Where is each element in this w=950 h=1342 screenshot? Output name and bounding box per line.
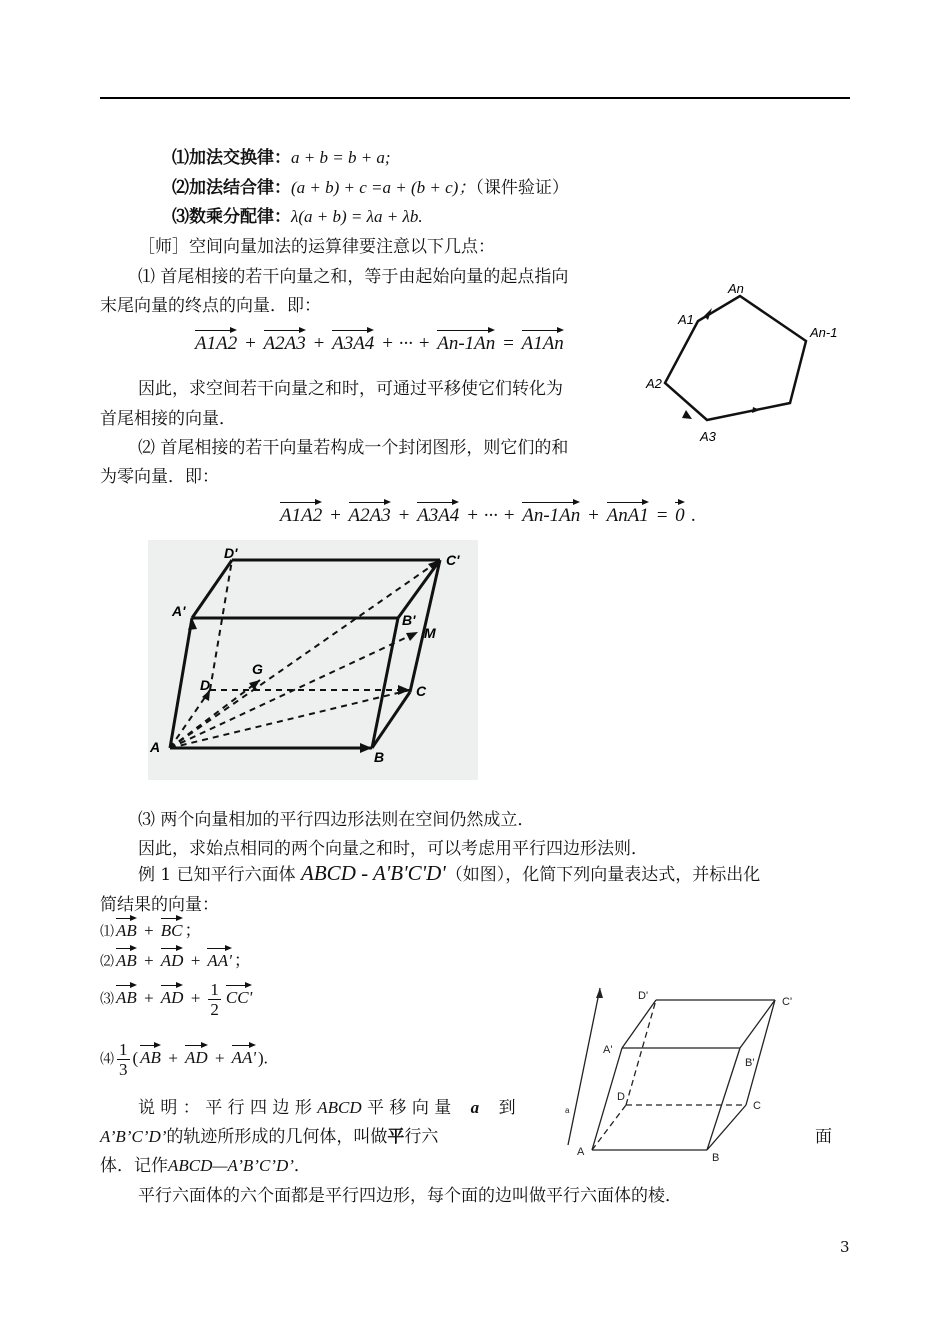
vector-term: A2A3 <box>264 327 306 355</box>
label-C': C' <box>782 996 793 1008</box>
exercise-1: ⑴ AB + BC ； <box>100 915 202 941</box>
vector-AB: AB <box>116 982 137 1008</box>
law-note: （课件验证） <box>475 178 569 198</box>
explain-line2 <box>100 1122 438 1147</box>
fraction-half: $\frac{1}{2}$ <box>210 980 219 1019</box>
formula-chain-sum: A1A2 + A2A3 + A3A4 + ··· + An-1An = A1An <box>193 327 566 355</box>
label-D: D <box>617 1091 625 1103</box>
label-G: G <box>252 661 263 677</box>
label-A': A' <box>172 603 186 619</box>
text-run: ABCD—A’B’C’D’ <box>168 1156 294 1175</box>
example-line2: 简结果的向量： <box>100 895 219 915</box>
example-prefix: 例 1 已知平行六面体 <box>138 865 296 885</box>
point1-line1: ⑴ 首尾相接的若干向量之和，等于由起始向量的起点指向 <box>138 267 569 287</box>
label-D': D' <box>224 545 238 561</box>
label-C: C <box>416 683 427 699</box>
label-B': B' <box>745 1057 755 1069</box>
text-run: 体．记作 <box>100 1156 168 1176</box>
text-run: 平 <box>387 1127 405 1147</box>
edge-AD-hidden <box>592 1105 626 1150</box>
label-An: An <box>728 281 744 296</box>
example-line1 <box>138 860 760 886</box>
edge-C'B' <box>740 1000 775 1048</box>
vector-term: AnA1 <box>607 499 649 527</box>
translation-vector-line <box>568 988 600 1145</box>
label-A: A <box>577 1146 585 1158</box>
arrowhead <box>752 407 760 413</box>
text-run: ABCD <box>317 1098 362 1117</box>
label-A: A <box>150 739 161 755</box>
vector-AD: AD <box>161 982 184 1008</box>
label-C: C <box>753 1100 761 1112</box>
explain-line1 <box>138 1093 516 1118</box>
exercise-3: ⑶ AB + AD + $\frac{1}{2}$ CC' <box>100 980 253 1019</box>
vector-term: A3A4 <box>417 499 459 527</box>
explain-line3 <box>100 1151 311 1176</box>
header-rule <box>100 97 850 99</box>
vector-AB: AB <box>140 1042 161 1068</box>
point1-after1: 因此，求空间若干向量之和时，可通过平移使它们转化为 <box>138 379 563 399</box>
point3-after: 因此，求始点相同的两个向量之和时，可以考虑用平行四边形法则． <box>138 839 648 859</box>
page-number: 3 <box>840 1238 850 1256</box>
formula-closed-sum: A1A2 + A2A3 + A3A4 + ··· + An-1An + AnA1 = 0 . <box>278 499 696 527</box>
label-C': C' <box>446 552 460 568</box>
point2-line2: 为零向量．即： <box>100 467 219 487</box>
point1-line2: 末尾向量的终点的向量．即： <box>100 296 321 316</box>
ellipsis: ··· <box>483 505 498 526</box>
explain-wrap-char: 面 <box>815 1127 832 1147</box>
label-A': A' <box>603 1044 613 1056</box>
edge-C'C <box>746 1000 775 1105</box>
intro-text: ［师］空间向量加法的运算律要注意以下几点： <box>138 237 495 257</box>
law-formula: a + b = b + a; <box>291 148 391 167</box>
point2-line1: ⑵ 首尾相接的若干向量若构成一个封闭图形，则它们的和 <box>138 438 569 458</box>
vector-term: A3A4 <box>332 327 374 355</box>
vector-term: A1A2 <box>195 327 237 355</box>
text-run: 到 <box>498 1098 516 1118</box>
item-number: ⑶ <box>100 992 114 1008</box>
law-commutative <box>172 143 391 168</box>
law-formula: (a + b) + c =a + (b + c)； <box>291 178 476 197</box>
zero-vector: 0 <box>675 499 685 527</box>
label-B: B <box>374 749 385 765</box>
label-D: D <box>200 677 211 693</box>
law-associative <box>172 173 569 198</box>
vector-CC': CC' <box>226 982 252 1008</box>
text-run: ． <box>293 1156 311 1176</box>
vector-a: a <box>470 1098 480 1117</box>
law-label: ⑵加法结合律： <box>172 178 291 198</box>
point3-text: ⑶ 两个向量相加的平行四边形法则在空间仍然成立． <box>138 810 535 830</box>
edge-A'D' <box>622 1000 656 1048</box>
law-distributive <box>172 202 423 227</box>
law-label: ⑶数乘分配律： <box>172 207 291 227</box>
parallelepiped-diagram <box>148 540 478 780</box>
hexahedron-figure <box>560 985 810 1165</box>
exercise-2: ⑵ AB + AD + AA' ； <box>100 945 251 971</box>
item-number: ⑴ <box>100 925 114 940</box>
closing-text: 平行六面体的六个面都是平行四边形，每个面的边叫做平行六面体的棱． <box>138 1186 682 1206</box>
item-number: ⑵ <box>100 955 114 970</box>
point1-after2: 首尾相接的向量． <box>100 409 236 429</box>
vector-AB: AB <box>116 915 137 941</box>
example-suffix: （如图），化简下列向量表达式，并标出化 <box>445 865 761 885</box>
label-a: a <box>565 1106 570 1115</box>
edge-DD'-hidden <box>626 1000 656 1105</box>
vector-AD: AD <box>161 945 184 971</box>
exercise-4: ⑷ $\frac{1}{3}$ ( AB + AD + AA' ). <box>100 1040 268 1079</box>
text-run: A’B’C’D’ <box>100 1127 167 1146</box>
closed-polygon-figure <box>640 278 860 448</box>
vector-AB: AB <box>116 945 137 971</box>
vector-term: A2A3 <box>349 499 391 527</box>
label-B: B <box>712 1152 720 1164</box>
edge-BC <box>707 1105 746 1150</box>
vector-result: A1An <box>522 327 564 355</box>
text-run: 平 移 向 量 <box>367 1098 452 1118</box>
label-A2: A2 <box>646 376 662 391</box>
vector-term: An-1An <box>437 327 495 355</box>
label-A1: A1 <box>678 312 694 327</box>
solid-name: ABCD - A'B'C'D' <box>301 861 446 885</box>
vector-term: A1A2 <box>280 499 322 527</box>
vector-AA': AA' <box>232 1042 256 1068</box>
vector-AD: AD <box>185 1042 208 1068</box>
vector-BC: BC <box>161 915 183 941</box>
law-label: ⑴加法交换律： <box>172 148 291 168</box>
vector-AA': AA' <box>207 945 231 971</box>
label-An-1: An-1 <box>810 325 838 340</box>
item-number: ⑷ <box>100 1052 114 1068</box>
text-run: 说 明 ： 平 行 四 边 形 <box>138 1098 312 1118</box>
law-formula: λ(a + b) = λa + λb. <box>291 207 423 226</box>
text-run: 的轨迹所形成的几何体，叫做 <box>166 1127 388 1147</box>
label-D': D' <box>638 990 649 1002</box>
ellipsis: ··· <box>398 333 413 354</box>
text-run: 行六 <box>404 1127 439 1147</box>
edge-B'B <box>707 1048 740 1150</box>
label-M: M <box>424 625 436 641</box>
arrowhead <box>596 988 603 998</box>
label-B': B' <box>402 612 416 628</box>
fraction-third: $\frac{1}{3}$ <box>119 1040 128 1079</box>
arrowhead <box>682 410 692 419</box>
label-A3: A3 <box>700 429 716 444</box>
vector-term: An-1An <box>522 499 580 527</box>
